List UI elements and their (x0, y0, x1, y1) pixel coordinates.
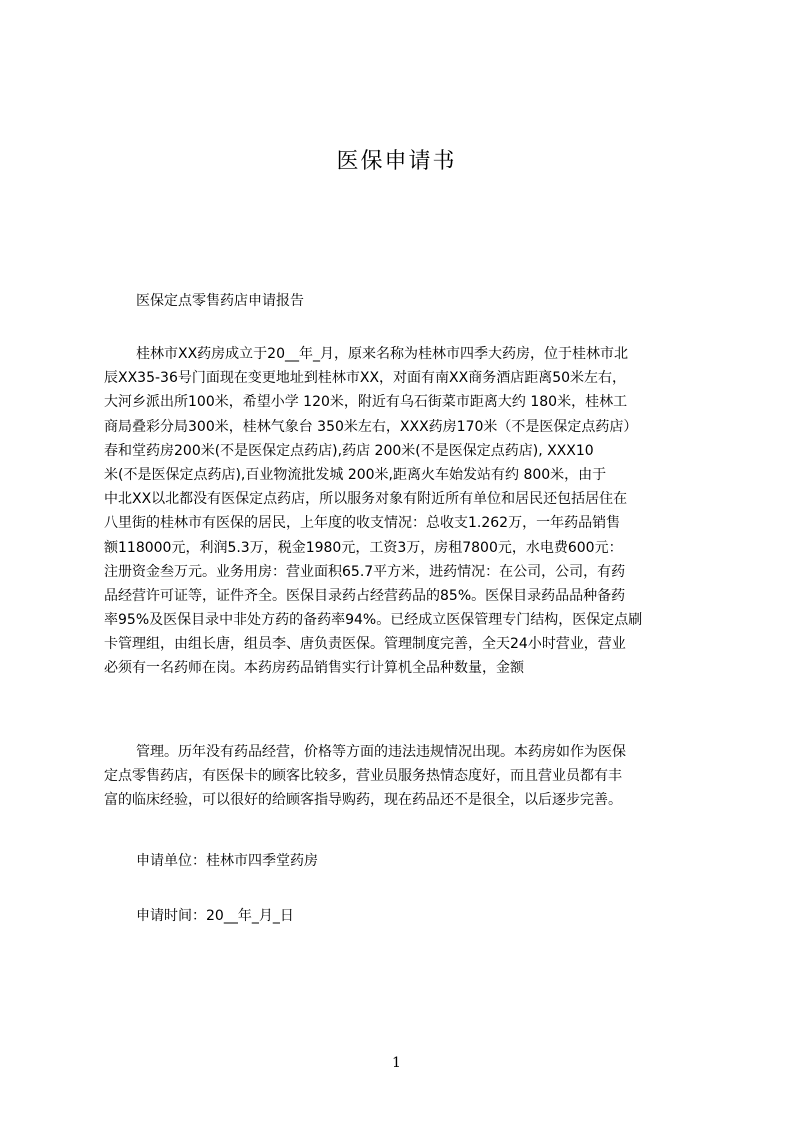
paragraph-line: 注册资金叁万元。业务用房：营业面积65.7平方米，进药情况：在公司，公司，有药 (104, 563, 626, 580)
paragraph-line: 八里街的桂林市有医保的居民，上年度的收支情况：总收支1.262万，一年药品销售 (104, 515, 621, 532)
document-subtitle: 医保定点零售药店申请报告 (136, 293, 304, 309)
paragraph-1 (104, 342, 698, 681)
paragraph-line: 辰XX35-36号门面现在变更地址到桂林市XX，对面有南XX商务酒店距离50米左右， (104, 370, 627, 387)
paragraph-line: 额118000元，利润5.3万，税金1980元，工资3万，房租7800元，水电费600元： (104, 539, 623, 556)
paragraph-line: 富的临床经验，可以很好的给顾客指导购药，现在药品还不是很全，以后逐步完善。 (104, 792, 622, 809)
paragraph-line: 中北XX以北都没有医保定点药店，所以服务对象有附近所有单位和居民还包括居住在 (104, 491, 628, 508)
document-title: 医保申请书 (336, 149, 457, 174)
paragraph-line: 定点零售药店，有医保卡的顾客比较多，营业员服务热情态度好，而且营业员都有丰 (104, 768, 622, 785)
paragraph-line: 桂林市XX药房成立于20__年_月，原来名称为桂林市四季大药房，位于桂林市北 (136, 346, 628, 362)
paragraph-line: 品经营许可证等，证件齐全。医保目录药占经营药品的85%。医保目录药品品种备药 (104, 587, 626, 604)
paragraph-line: 卡管理组，由组长唐，组员李、唐负责医保。管理制度完善，全天24小时营业，营业 (104, 636, 626, 653)
paragraph-line: 必须有一名药师在岗。本药房药品销售实行计算机全品种数量，金额 (104, 660, 524, 677)
paragraph-line: 管理。历年没有药品经营，价格等方面的违法违规情况出现。本药房如作为医保 (136, 744, 626, 760)
paragraph-2 (104, 740, 698, 813)
paragraph-line: 米(不是医保定点药店),百业物流批发城 200米,距离火车始发站有约 800米，由于 (104, 466, 607, 483)
paragraph-line: 率95%及医保目录中非处方药的备药率94%。已经成立医保管理专门结构，医保定点刷 (104, 612, 643, 629)
paragraph-line: 春和堂药房200米(不是医保定点药店),药店 200米(不是医保定点药店), XXX10 (104, 442, 594, 459)
applicant-unit: 申请单位：桂林市四季堂药房 (136, 853, 318, 869)
paragraph-line: 商局叠彩分局300米，桂林气象台 350米左右，XXX药房170米（不是医保定点药店） (104, 418, 638, 435)
application-time: 申请时间：20__年_月_日 (136, 908, 294, 924)
paragraph-line: 大河乡派出所100米，希望小学 120米，附近有乌石街菜市距离大约 180米，桂林工 (104, 394, 628, 411)
page-number: 1 (392, 1055, 401, 1071)
